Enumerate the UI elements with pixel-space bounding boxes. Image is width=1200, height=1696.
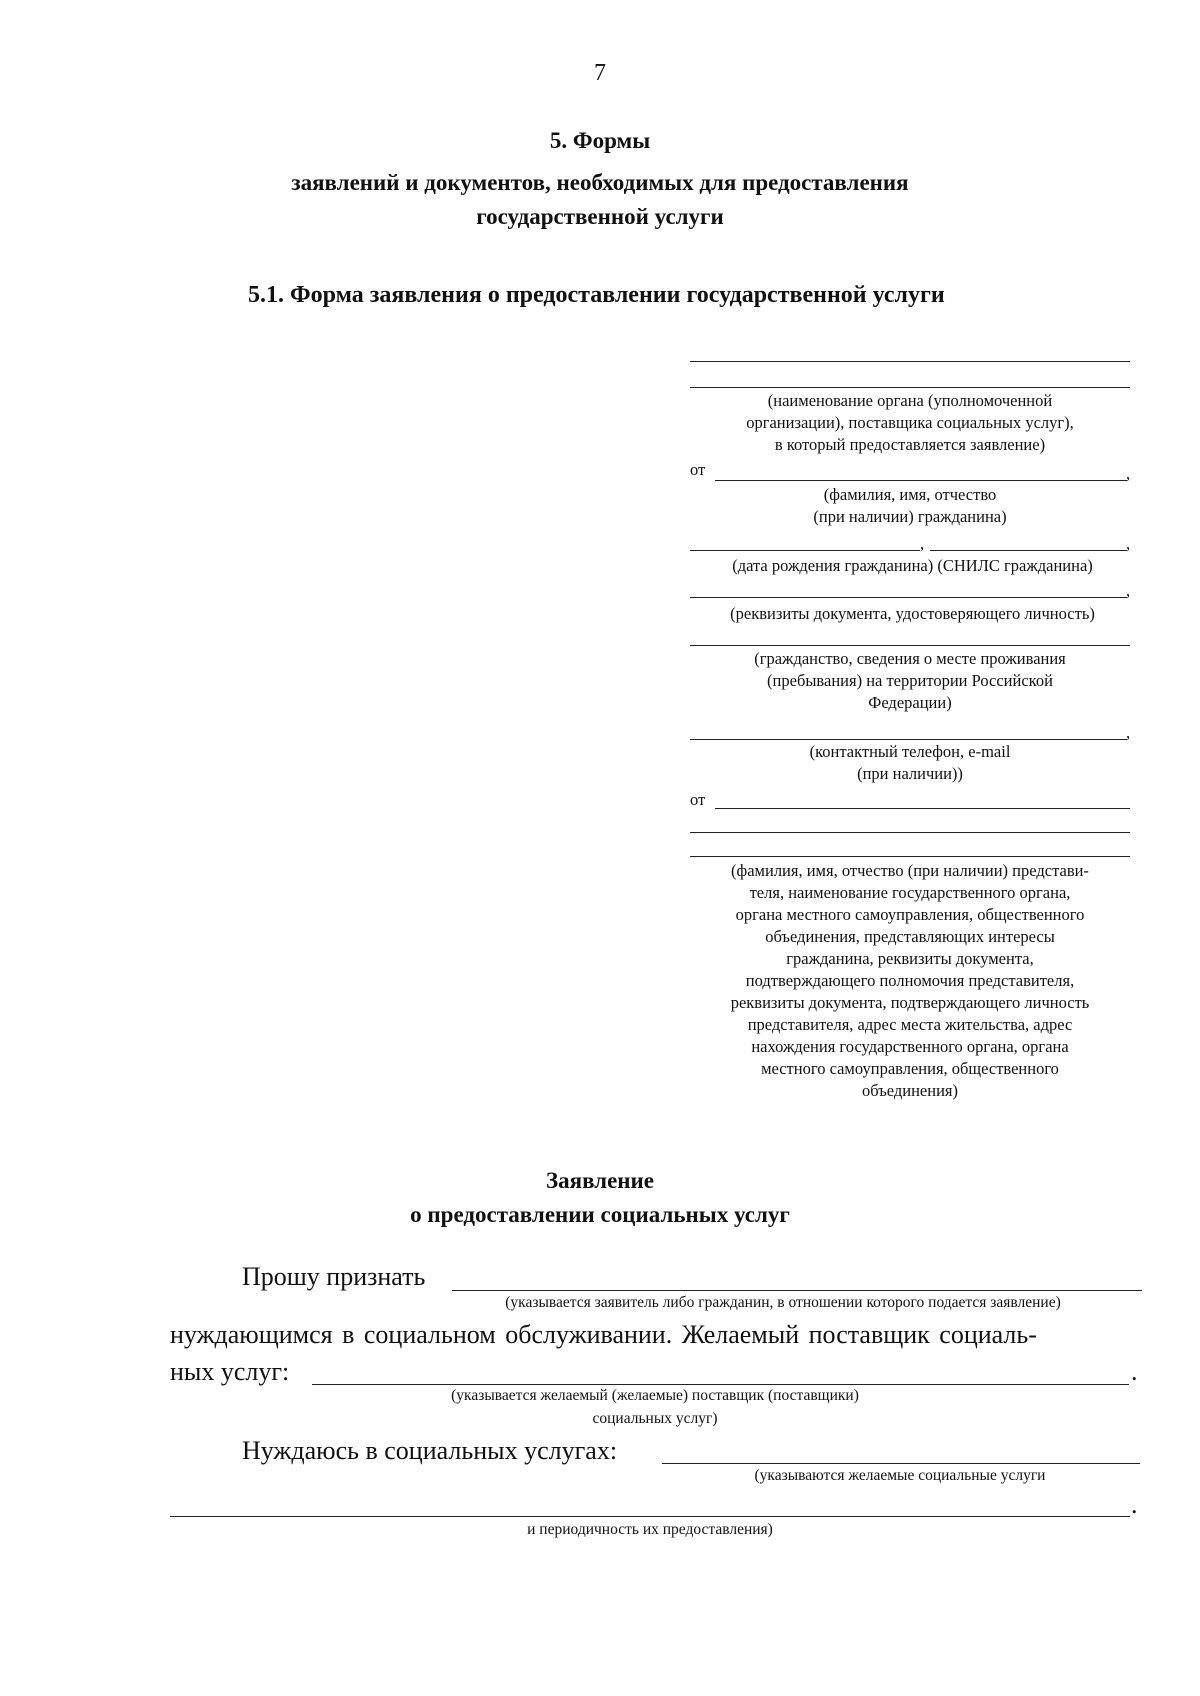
citizenship-caption: (гражданство, сведения о месте проживания (пребывания) на территории Российской Федерации) [754, 649, 1066, 712]
applicant-field-caption: (указывается заявитель либо гражданин, в отношении которого подается заявление) [505, 1294, 1061, 1311]
representative-line1[interactable] [715, 808, 1130, 809]
fio-caption: (фамилия, имя, отчество (при наличии) гражданина) [813, 485, 1007, 526]
organ-caption: (наименование органа (уполномоченной организации), поставщика социальных услуг), в который предоставляется заявление) [746, 391, 1074, 454]
period: . [1131, 1357, 1138, 1386]
services-caption: (указываются желаемые социальные услуги [754, 1467, 1046, 1484]
section-title: 5. Формы [549, 128, 651, 153]
comma: , [1126, 464, 1131, 483]
birth-snils-caption: (дата рождения гражданина) (СНИЛС гражданина) [732, 556, 1093, 575]
from-label: от [690, 460, 706, 479]
citizenship-line[interactable] [690, 645, 1130, 646]
provider-field-line[interactable] [312, 1384, 1129, 1385]
id-document-caption: (реквизиты документа, удостоверяющего личность) [730, 604, 1095, 623]
applicant-field-line[interactable] [452, 1290, 1142, 1291]
section-subtitle-line1: заявлений и документов, необходимых для предоставления [291, 170, 909, 195]
representative-caption: (фамилия, имя, отчество (при наличии) представи- теля, наименование государственного органа, органа местного самоуправления, общественного объединения, представляющих интересы гражданина, реквизиты документа, подтверждающего полномочия представителя, реквизиты документа, подтверждающего личность представителя, адрес места жительства, адрес нахождения государственного органа, органа местного самоуправления, общественного объединения) [730, 861, 1090, 1100]
request-label: Прошу признать [242, 1262, 426, 1291]
services-field-line[interactable] [662, 1463, 1140, 1464]
application-title: Заявление [545, 1168, 655, 1193]
contact-line[interactable] [690, 739, 1127, 740]
page-number: 7 [594, 60, 606, 86]
comma: , [920, 534, 925, 553]
period: . [1131, 1490, 1138, 1519]
representative-line3[interactable] [690, 856, 1130, 857]
applicant-fio-line[interactable] [715, 480, 1127, 481]
contact-caption: (контактный телефон, e-mail (при наличии)) [809, 742, 1011, 783]
comma: , [1126, 581, 1131, 600]
organ-field-line1[interactable] [690, 361, 1130, 362]
services-field-line2[interactable] [170, 1516, 1130, 1517]
section-subtitle-line2: государственной услуги [476, 204, 724, 229]
subsection-title: 5.1. Форма заявления о предоставлении государственной услуги [248, 282, 945, 308]
id-document-line[interactable] [690, 597, 1127, 598]
application-subtitle: о предоставлении социальных услуг [410, 1202, 790, 1227]
services-label: Нуждаюсь в социальных услугах: [242, 1436, 618, 1465]
provider-caption-1: (указывается желаемый (желаемые) поставщик (поставщики) [451, 1387, 859, 1404]
provider-label: ных услуг: [170, 1357, 290, 1386]
birth-date-line[interactable] [690, 550, 920, 551]
application-text-line: нуждающимся в социальном обслуживании. Желаемый поставщик социаль- [170, 1320, 1037, 1349]
provider-caption-2: социальных услуг) [592, 1410, 718, 1427]
organ-field-line2[interactable] [690, 387, 1130, 388]
snils-line[interactable] [930, 550, 1127, 551]
comma: , [1126, 534, 1131, 553]
from-label-representative: от [690, 790, 706, 809]
periodicity-caption: и периодичность их предоставления) [527, 1521, 773, 1538]
comma: , [1126, 723, 1131, 742]
representative-line2[interactable] [690, 832, 1130, 833]
